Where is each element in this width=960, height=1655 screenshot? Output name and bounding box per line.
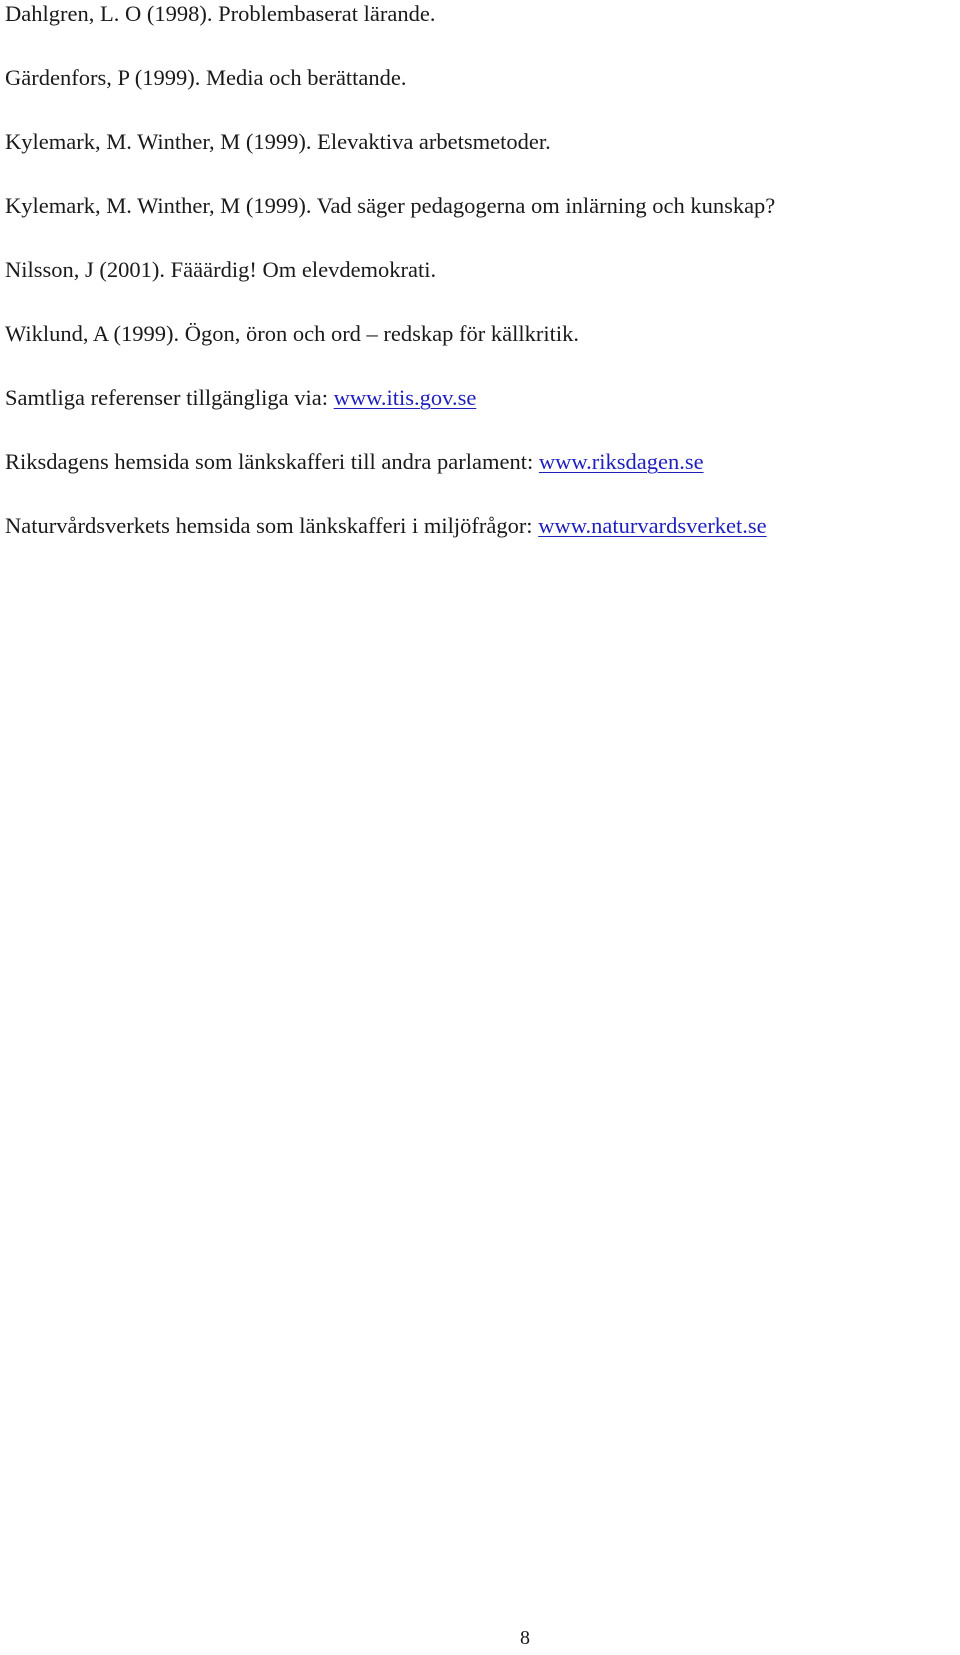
- link-description: Riksdagens hemsida som länkskafferi till andra parlament:: [5, 449, 539, 474]
- reference-item: [5, 192, 945, 220]
- link-description: Naturvårdsverkets hemsida som länkskafferi i miljöfrågor:: [5, 513, 539, 538]
- link-item-itis: [5, 384, 945, 412]
- link-item-riksdagen: [5, 448, 945, 476]
- reference-text: Nilsson, J (2001). Fääärdig! Om elevdemokrati.: [5, 257, 437, 282]
- reference-text: Dahlgren, L. O (1998). Problembaserat lärande.: [5, 1, 436, 26]
- reference-text: Wiklund, A (1999). Ögon, öron och ord – redskap för källkritik.: [5, 321, 580, 346]
- link-item-naturvardsverket: [5, 512, 945, 540]
- link-description: Samtliga referenser tillgängliga via:: [5, 385, 334, 410]
- page-number: 8: [520, 1627, 530, 1649]
- link-riksdagen[interactable]: www.riksdagen.se: [538, 449, 704, 474]
- reference-text: Kylemark, M. Winther, M (1999). Elevaktiva arbetsmetoder.: [5, 129, 551, 154]
- link-itis[interactable]: www.itis.gov.se: [333, 385, 477, 410]
- reference-item: [5, 256, 945, 284]
- reference-item: [5, 0, 945, 28]
- link-naturvardsverket[interactable]: www.naturvardsverket.se: [538, 513, 767, 538]
- reference-list: [5, 0, 945, 576]
- reference-item: [5, 320, 945, 348]
- reference-item: [5, 64, 945, 92]
- reference-text: Kylemark, M. Winther, M (1999). Vad säger pedagogerna om inlärning och kunskap?: [5, 193, 776, 218]
- reference-text: Gärdenfors, P (1999). Media och berättande.: [5, 65, 407, 90]
- reference-item: [5, 128, 945, 156]
